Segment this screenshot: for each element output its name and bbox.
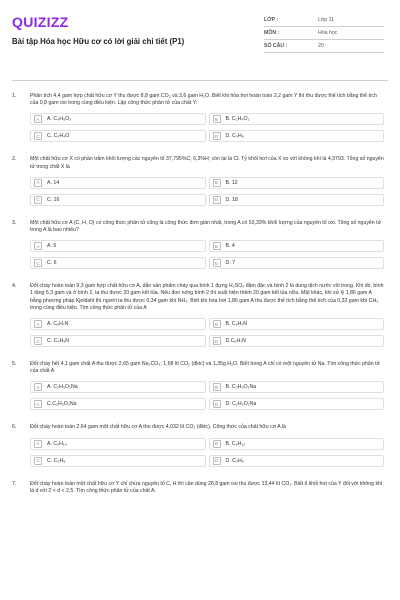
question-number: 1. — [12, 93, 17, 99]
answer-option[interactable] — [30, 257, 206, 269]
answer-option[interactable] — [209, 257, 385, 269]
option-letter-box: A — [34, 242, 42, 250]
question — [12, 93, 388, 142]
option-letter-box: C — [34, 196, 42, 204]
option-letter-box: B — [213, 242, 221, 250]
option-letter-box: A — [34, 179, 42, 187]
worksheet-header — [12, 14, 388, 76]
meta-row — [264, 14, 384, 27]
option-letter-box: B — [213, 440, 221, 448]
answer-option[interactable] — [30, 177, 206, 189]
answer-option[interactable] — [209, 455, 385, 467]
answer-options — [30, 381, 384, 410]
answer-options — [30, 438, 384, 467]
question-text: Đốt cháy hoàn toàn 9,3 gam hợp chất hữu cơ A, dẫn sản phẩm cháy qua bình 1 đựng H₂SO₄ đậm đặc và bình 2 là dung dịch nước vôi trong. Khi đó, bình 1 tăng 6,3 gam và ở bình 2, ta thu được 20 gam kết tủa. Nếu đun nóng bình 2 thì xuất hiện thêm 20 gam kết tủa nữa. Mặt khác, khi xử lý 1,86 gam A bằng phương pháp Kjeldahl thì người ta thu được 0,34 gam khí NH₃. Biết khi hóa hơi 1,86 gam A thu được thể tích bằng thể tích của 0,32 gam khí CH₄ trong cùng điều kiện. Tìm công thức phân tử của A — [30, 283, 384, 311]
question — [12, 283, 388, 347]
question-text: Một chất hữu cơ X có phần trăm khối lượng các nguyên tố 37,795%C; 6,3%H; còn lại là Cl. Tỷ khối hơi của X so với không khí là 4,3793. Tổng số nguyên tử trong chất X là — [30, 156, 384, 170]
option-letter-box: C — [34, 259, 42, 267]
option-text: A. C₄H₈O₂ — [47, 116, 72, 123]
question — [12, 220, 388, 269]
answer-option[interactable] — [30, 438, 206, 450]
quizizz-logo: QUIZIZZ — [12, 14, 69, 30]
option-text: D. 7 — [225, 260, 236, 267]
answer-option[interactable] — [30, 335, 206, 347]
answer-option[interactable] — [30, 240, 206, 252]
answer-option[interactable] — [209, 398, 385, 410]
option-text: B. C₂H₃O₂Na — [225, 384, 257, 391]
option-text: B. C₂H₄O₂ — [225, 116, 250, 123]
option-text: C. C₂H₄O — [47, 133, 70, 140]
answer-options — [30, 240, 384, 269]
option-letter-box: D — [213, 400, 221, 408]
answer-option[interactable] — [30, 318, 206, 330]
option-letter-box: C — [34, 337, 42, 345]
option-letter-box: A — [34, 320, 42, 328]
option-text: D. C₂H₃O₂Na — [225, 401, 257, 408]
answer-option[interactable] — [30, 381, 206, 393]
answer-options — [30, 113, 384, 142]
option-text: B. C₆H₁₂ — [225, 440, 246, 447]
answer-options — [30, 177, 384, 206]
answer-option[interactable] — [209, 130, 385, 142]
meta-value: 20 — [318, 43, 324, 49]
meta-value: Lớp 11 — [318, 17, 334, 23]
question-text: Đốt cháy hoàn toàn một chất hữu cơ Y chỉ chứa nguyên tố C, H thì cần dùng 28,8 gam oxi thu được 13,44 lít CO₂. Biết tỉ khối hơi của Y đối với không khí là d với 2 < d < 2,5. Tìm công thức phân tử của chất A. — [30, 480, 383, 494]
answer-option[interactable] — [209, 318, 385, 330]
answer-option[interactable] — [30, 130, 206, 142]
option-letter-box: D — [213, 196, 221, 204]
question-number: 6. — [12, 424, 17, 431]
meta-value: Hóa học — [318, 30, 338, 36]
answer-option[interactable] — [209, 335, 385, 347]
answer-option[interactable] — [209, 381, 385, 393]
question — [12, 481, 388, 495]
question-list — [12, 93, 388, 495]
question-text: Phân tích 4,4 gam hợp chất hữu cơ Y thu được 8,8 gam CO₂ và 3,6 gam H₂O. Biết khi hóa hơi hoàn toàn 2,2 gam Y thì thu được thể tích bằng thể tích của 0,8 gam oxi trong cùng điều kiện. Lập công thức phân tử của chất Y: — [30, 93, 377, 107]
option-text: A. C₂H₃O₂Na — [47, 384, 78, 391]
option-text: D. 18 — [225, 196, 238, 203]
answer-option[interactable] — [209, 240, 385, 252]
option-letter-box: C — [34, 457, 42, 465]
question-number: 2. — [12, 156, 17, 163]
option-letter-box: B — [213, 115, 221, 123]
option-text: D. C₃H₆ — [225, 133, 244, 140]
answer-option[interactable] — [209, 438, 385, 450]
answer-option[interactable] — [30, 194, 206, 206]
meta-row — [264, 27, 384, 40]
question — [12, 361, 388, 410]
question-text: Một chất hữu cơ A (C, H, O) có công thức phân tử cũng là công thức đơn giản nhất, trong A có 53,33% khối lượng của nguyên tố oxi. Tổng số nguyên tử trong A là bao nhiêu? — [30, 219, 382, 234]
option-text: A. C₆H₇N — [47, 321, 69, 328]
option-letter-box: D — [213, 457, 221, 465]
question-text: Đốt cháy hoàn toàn 2,64 gam một chất hữu cơ A thu được 4,032 lít CO₂ (đktc). Công thức của chất hữu cơ A là — [30, 424, 286, 431]
question-number: 5. — [12, 361, 17, 368]
answer-option[interactable] — [30, 113, 206, 125]
worksheet-meta — [264, 14, 384, 53]
option-letter-box: D — [213, 337, 221, 345]
option-text: A. 5 — [47, 243, 57, 250]
meta-key: SỐ CÂU : — [264, 43, 288, 49]
question-number: 3. — [12, 219, 17, 226]
option-text: A. 14 — [47, 179, 60, 186]
option-letter-box: B — [213, 383, 221, 391]
option-text: B. C₆H₇N — [225, 321, 247, 328]
option-text: C. C₃H₈ — [47, 457, 66, 464]
option-text: C.C₂H₃O₂Na — [47, 401, 77, 408]
meta-key: LỚP : — [264, 17, 279, 23]
question — [12, 424, 388, 466]
option-letter-box: D — [213, 259, 221, 267]
question-number: 7. — [12, 480, 17, 487]
meta-key: MÔN : — [264, 30, 280, 36]
answer-options — [30, 318, 384, 347]
option-text: B. 4 — [225, 243, 235, 250]
option-text: D. C₃H₆ — [225, 457, 244, 464]
option-letter-box: D — [213, 132, 221, 140]
header-divider — [12, 80, 388, 81]
option-letter-box: C — [34, 132, 42, 140]
question-number: 4. — [12, 283, 17, 290]
option-text: A. C₆H₁₄ — [47, 440, 67, 447]
question-text: Đốt cháy hết 4,1 gam chất A thu được 2,65 gam Na₂CO₃; 1,68 lít CO₂ (đktc) và 1,35g H₂O. Biết trong A chỉ có một nguyên tử Na. Tìm công thức phân tử của chất A — [30, 361, 381, 375]
answer-option[interactable] — [30, 398, 206, 410]
option-letter-box: A — [34, 383, 42, 391]
option-text: C. 6 — [47, 260, 57, 267]
option-letter-box: A — [34, 115, 42, 123]
option-text: B. 12 — [225, 179, 238, 186]
worksheet-title: Bài tập Hóa học Hữu cơ có lời giải chi tiết (P1) — [12, 37, 185, 46]
meta-row — [264, 40, 384, 53]
option-text: C. C₄H₉N — [47, 338, 70, 345]
answer-option[interactable] — [209, 177, 385, 189]
answer-option[interactable] — [209, 194, 385, 206]
option-letter-box: B — [213, 179, 221, 187]
option-letter-box: A — [34, 440, 42, 448]
answer-option[interactable] — [30, 455, 206, 467]
answer-option[interactable] — [209, 113, 385, 125]
option-text: C. 16 — [47, 196, 60, 203]
question — [12, 156, 388, 205]
option-text: D.C₆H₇N — [225, 338, 246, 345]
option-letter-box: C — [34, 400, 42, 408]
option-letter-box: B — [213, 320, 221, 328]
